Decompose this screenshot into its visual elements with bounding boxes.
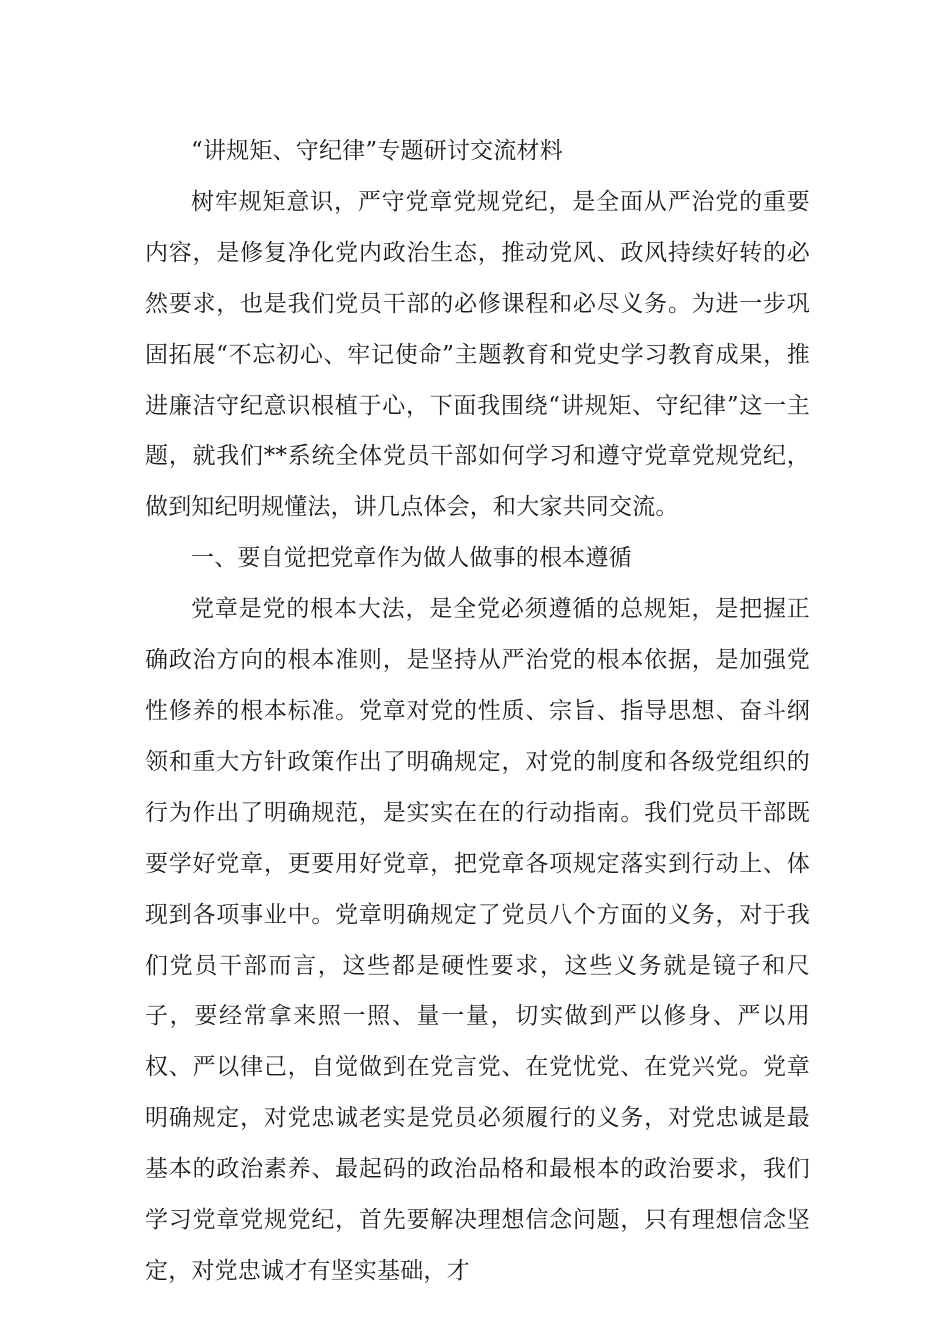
- section-paragraph-1: 党章是党的根本大法，是全党必须遵循的总规矩，是把握正确政治方向的根本准则，是坚持从严治党的根本依据，是加强党性修养的根本标准。党章对党的性质、宗旨、指导思想、奋斗纲领和重大方针政策作出了明确规定，对党的制度和各级党组织的行为作出了明确规范，是实实在在的行动指南。我们党员干部既要学好党章，更要用好党章，把党章各项规定落实到行动上、体现到各项事业中。党章明确规定了党员八个方面的义务，对于我们党员干部而言，这些都是硬性要求，这些义务就是镜子和尺子，要经常拿来照一照、量一量，切实做到严以修身、严以用权、严以律己，自觉做到在党言党、在党忧党、在党兴党。党章明确规定，对党忠诚老实是党员必须履行的义务，对党忠诚是最基本的政治素养、最起码的政治品格和最根本的政治要求，我们学习党章党规党纪，首先要解决理想信念问题，只有理想信念坚定，对党忠诚才有坚实基础，才: [145, 596, 810, 1284]
- document-title: “讲规矩、守纪律”专题研讨交流材料: [191, 138, 563, 164]
- intro-paragraph: 树牢规矩意识，严守党章党规党纪，是全面从严治党的重要内容，是修复净化党内政治生态，推动党风、政风持续好转的必然要求，也是我们党员干部的必修课程和必尽义务。为进一步巩固拓展“不忘初心、牢记使命”主题教育和党史学习教育成果，推进廉洁守纪意识根植于心，下面我围绕“讲规矩、守纪律”这一主题，就我们**系统全体党员干部如何学习和遵守党章党规党纪，做到知纪明规懂法，讲几点体会，和大家共同交流。: [145, 188, 810, 521]
- section-heading-1: 一、要自觉把党章作为做人做事的根本遵循: [191, 545, 632, 572]
- document-body: [145, 126, 810, 1297]
